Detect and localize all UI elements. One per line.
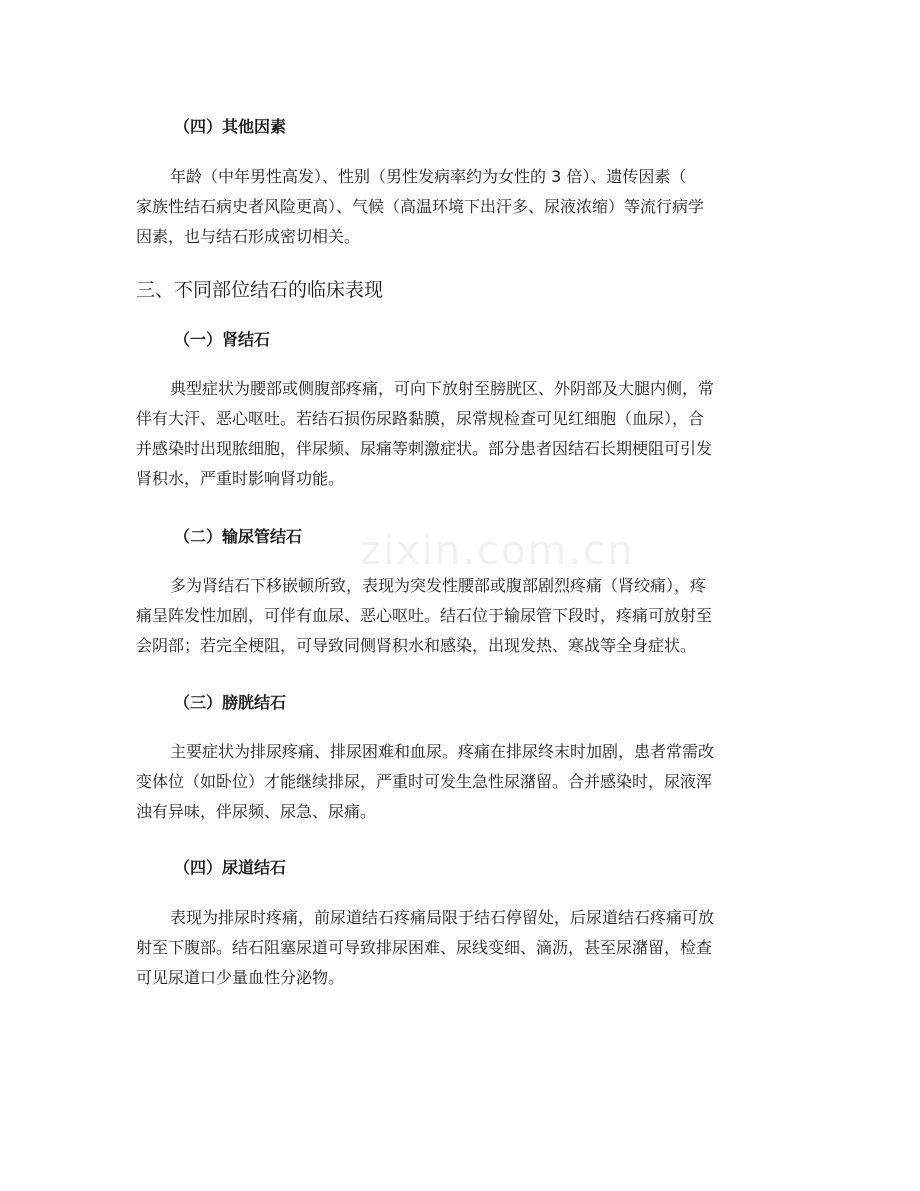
paragraph-line: 典型症状为腰部或侧腹部疼痛，可向下放射至膀胱区、外阴部及大腿内侧，常 (170, 379, 715, 398)
paragraph-line: 并感染时出现脓细胞，伴尿频、尿痛等刺激症状。部分患者因结石长期梗阻可引发 (136, 439, 713, 458)
paragraph-line: 痛呈阵发性加剧，可伴有血尿、恶心呕吐。结石位于输尿管下段时，疼痛可放射至 (136, 606, 713, 625)
paragraph-line: 多为肾结石下移嵌顿所致，表现为突发性腰部或腹部剧烈疼痛（肾绞痛），疼 (170, 576, 707, 595)
watermark: zixin.com.cn (360, 528, 635, 574)
paragraph-line: 肾积水，严重时影响肾功能。 (136, 469, 345, 488)
paragraph-line: 家族性结石病史者风险更高）、气候（高温环境下出汗多、尿液浓缩）等流行病学 (136, 197, 705, 216)
paragraph-bladder (136, 737, 786, 827)
paragraph-urethra (136, 903, 786, 993)
paragraph-line: 可见尿道口少量血性分泌物。 (136, 968, 345, 987)
section-heading-other-factors: （四）其他因素 (174, 117, 287, 136)
paragraph-kidney (136, 374, 786, 494)
paragraph-line: 主要症状为排尿疼痛、排尿困难和血尿。疼痛在排尿终末时加剧，患者常需改 (170, 742, 715, 761)
paragraph-line: 年龄（中年男性高发）、性别（男性发病率约为女性的 3 倍）、遗传因素（ (170, 167, 687, 186)
paragraph-other-factors (136, 162, 786, 252)
section-heading-bladder: （三）膀胱结石 (174, 693, 287, 712)
paragraph-ureter (136, 571, 786, 661)
paragraph-line: 因素，也与结石形成密切相关。 (136, 227, 361, 246)
paragraph-line: 变体位（如卧位）才能继续排尿，严重时可发生急性尿潴留。合并感染时，尿液浑 (136, 772, 713, 791)
paragraph-line: 射至下腹部。结石阻塞尿道可导致排尿困难、尿线变细、滴沥，甚至尿潴留，检查 (136, 938, 713, 957)
section-heading-urethra: （四）尿道结石 (174, 858, 287, 877)
paragraph-line: 伴有大汗、恶心呕吐。若结石损伤尿路黏膜，尿常规检查可见红细胞（血尿），合 (136, 409, 705, 428)
paragraph-line: 浊有异味，伴尿频、尿急、尿痛。 (136, 802, 377, 821)
paragraph-line: 会阴部；若完全梗阻，可导致同侧肾积水和感染，出现发热、寒战等全身症状。 (136, 636, 697, 655)
section-heading-ureter: （二）输尿管结石 (174, 527, 303, 546)
chapter-heading-part-three: 三、不同部位结石的临床表现 (136, 279, 384, 301)
paragraph-line: 表现为排尿时疼痛，前尿道结石疼痛局限于结石停留处，后尿道结石疼痛可放 (170, 908, 715, 927)
section-heading-kidney: （一）肾结石 (174, 330, 271, 349)
